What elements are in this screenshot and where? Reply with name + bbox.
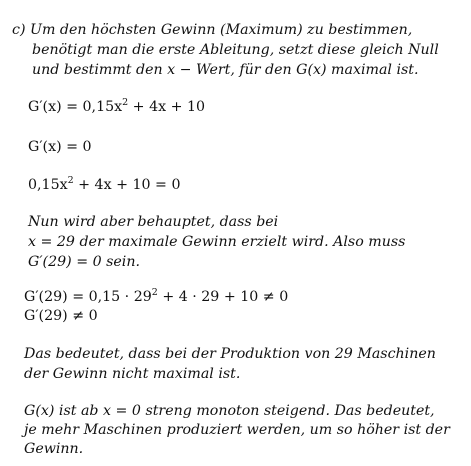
set-zero-formula: G′(x) = 0: [28, 139, 92, 155]
monotone-line-2: je mehr Maschinen produziert werden, um so höher ist der: [24, 422, 450, 438]
equation-exponent: 2: [67, 175, 74, 186]
check-rhs: + 4 · 29 + 10 ≠ 0: [157, 289, 289, 305]
check-lhs: G′(29) = 0,15 · 29: [24, 289, 152, 305]
check-line-2: G′(29) ≠ 0: [24, 308, 98, 324]
intro-line-1: [12, 21, 412, 39]
equation-rhs: + 4x + 10 = 0: [73, 177, 181, 193]
conclusion-line-2: der Gewinn nicht maximal ist.: [24, 366, 241, 382]
derivative-rhs: + 4x + 10: [128, 99, 206, 115]
derivative-lhs: G′(x) = 0,15x: [28, 99, 123, 115]
monotone-line-1: G(x) ist ab x = 0 streng monoton steigend. Das bedeutet,: [24, 403, 435, 419]
part-label: c): [12, 22, 26, 38]
derivative-exponent: 2: [122, 97, 129, 108]
derivative-formula: [28, 98, 205, 116]
claim-line-3: G′(29) = 0 sein.: [28, 254, 140, 270]
check-line-1: [24, 288, 288, 306]
claim-line-1: Nun wird aber behauptet, dass bei: [28, 214, 279, 230]
intro-text-1: Um den höchsten Gewinn (Maximum) zu bestimmen,: [30, 22, 413, 38]
monotone-line-3: Gewinn.: [24, 441, 84, 457]
equation-formula: [28, 176, 180, 194]
equation-lhs: 0,15x: [28, 177, 68, 193]
intro-line-3: und bestimmt den x − Wert, für den G(x) maximal ist.: [32, 62, 419, 78]
claim-line-2: x = 29 der maximale Gewinn erzielt wird. Also muss: [28, 234, 406, 250]
conclusion-line-1: Das bedeutet, dass bei der Produktion von 29 Maschinen: [24, 346, 436, 362]
check-exponent: 2: [151, 287, 158, 298]
intro-line-2: benötigt man die erste Ableitung, setzt diese gleich Null: [32, 42, 439, 58]
